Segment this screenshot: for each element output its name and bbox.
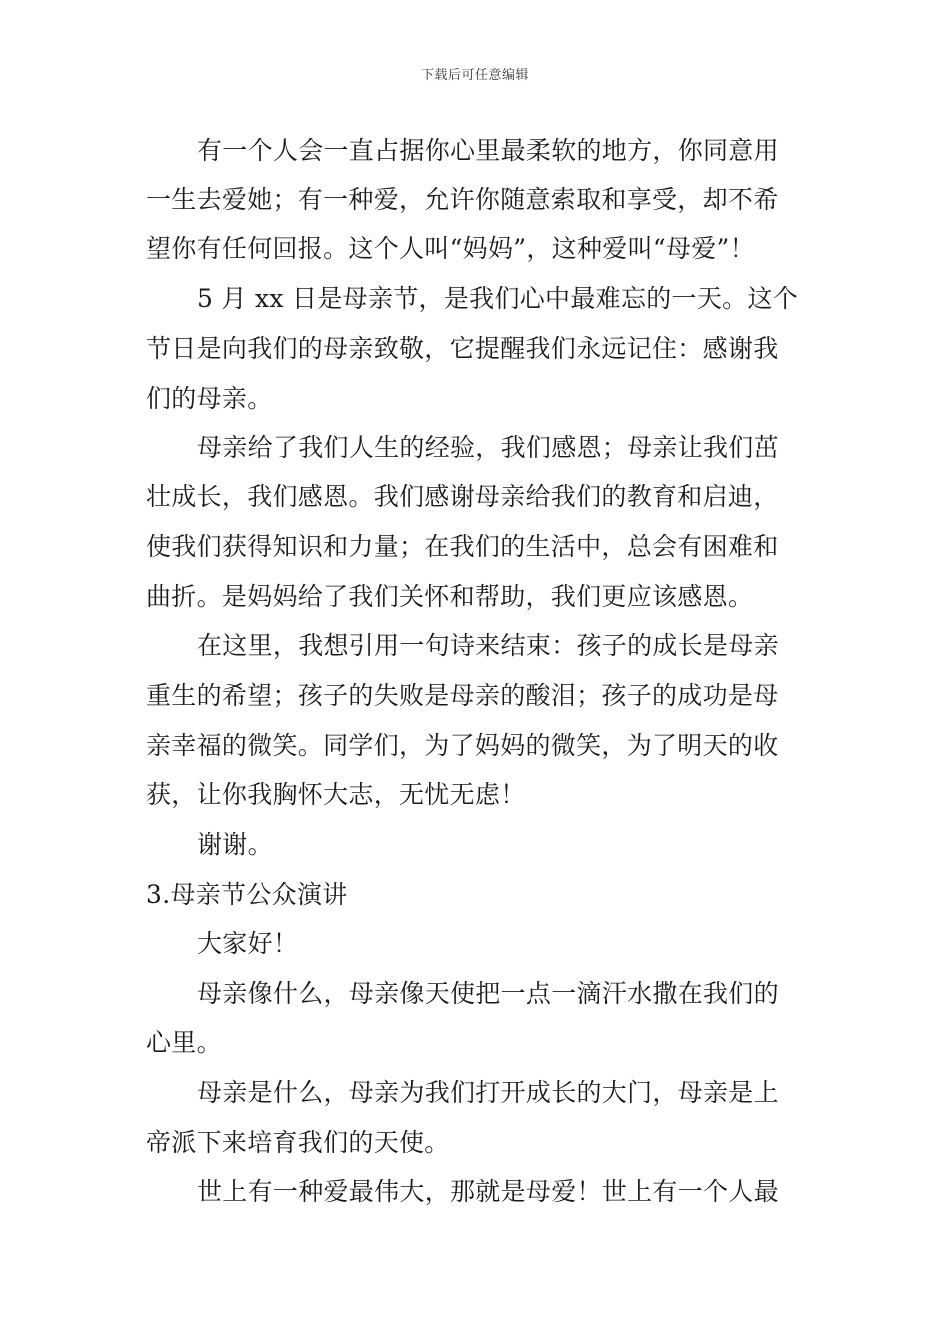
paragraph-line: 母亲给了我们人生的经验，我们感恩；母亲让我们茁 xyxy=(197,433,779,462)
paragraph-line: 谢谢。 xyxy=(197,830,273,859)
paragraph-line: 心里。 xyxy=(146,1028,222,1057)
paragraph-line: 有一个人会一直占据你心里最柔软的地方，你同意用 xyxy=(197,136,779,165)
paragraph-line: 获，让你我胸怀大志，无忧无虑！ xyxy=(146,780,526,809)
paragraph-line: 们的母亲。 xyxy=(146,384,273,413)
paragraph-line: 曲折。是妈妈给了我们关怀和帮助，我们更应该感恩。 xyxy=(146,582,754,611)
paragraph-line: 母亲是什么，母亲为我们打开成长的大门，母亲是上 xyxy=(197,1078,779,1107)
paragraph-line: 节日是向我们的母亲致敬，它提醒我们永远记住：感谢我 xyxy=(146,334,779,363)
paragraph-line: 大家好！ xyxy=(197,929,299,958)
paragraph-line: 一生去爱她；有一种爱，允许你随意索取和享受，却不希 xyxy=(146,185,779,214)
section-heading: 3.母亲节公众演讲 xyxy=(146,880,348,909)
paragraph-line: 重生的希望；孩子的失败是母亲的酸泪；孩子的成功是母 xyxy=(146,681,779,710)
paragraph-line: 亲幸福的微笑。同学们，为了妈妈的微笑，为了明天的收 xyxy=(146,731,779,760)
header-note: 下载后可任意编辑 xyxy=(420,68,529,83)
paragraph-line: 望你有任何回报。这个人叫“妈妈”，这种爱叫“母爱”！ xyxy=(146,234,755,263)
paragraph-line: 母亲像什么，母亲像天使把一点一滴汗水撒在我们的 xyxy=(197,979,779,1008)
paragraph-line: 帝派下来培育我们的天使。 xyxy=(146,1128,450,1157)
paragraph-line: 在这里，我想引用一句诗来结束：孩子的成长是母亲 xyxy=(197,631,779,660)
paragraph-line: 使我们获得知识和力量；在我们的生活中，总会有困难和 xyxy=(146,532,779,561)
paragraph-line: 壮成长，我们感恩。我们感谢母亲给我们的教育和启迪， xyxy=(146,482,779,511)
paragraph-line: 5 月 xx 日是母亲节，是我们心中最难忘的一天。这个 xyxy=(197,284,799,313)
paragraph-line: 世上有一种爱最伟大，那就是母爱！世上有一个人最 xyxy=(197,1177,779,1206)
